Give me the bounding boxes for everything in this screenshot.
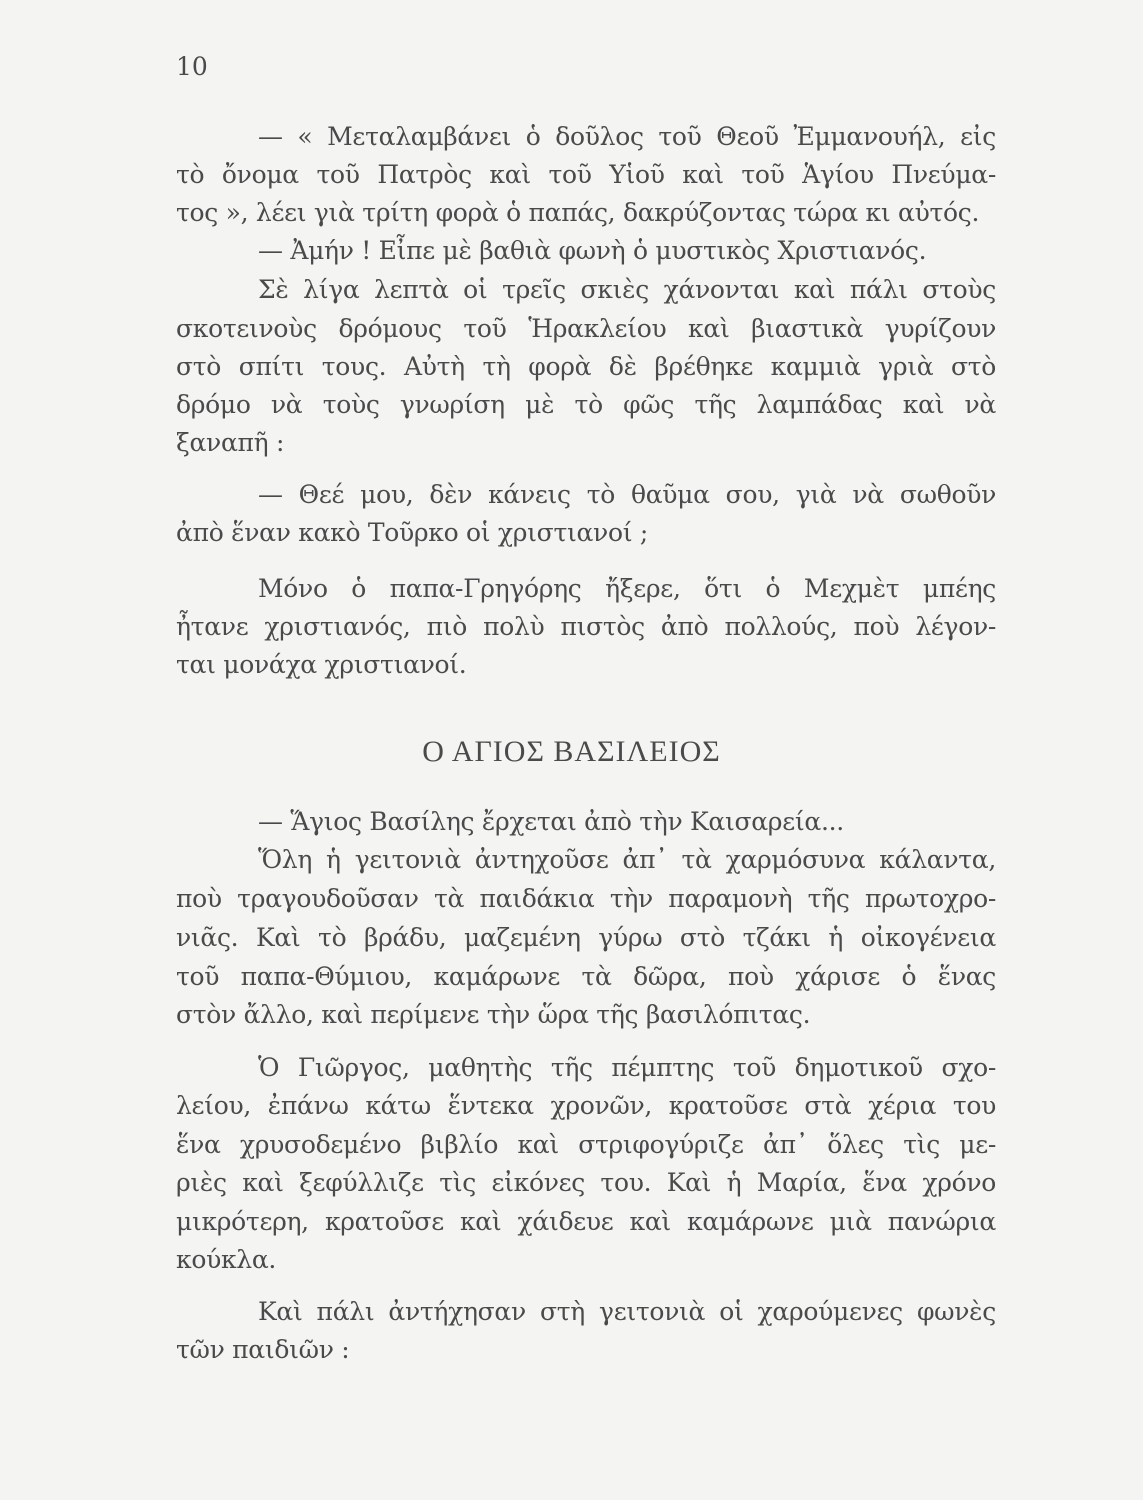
text-line: — « Μεταλαμβάνει ὁ δοῦλος τοῦ Θεοῦ Ἐμμανουήλ, εἰς [258, 122, 996, 151]
text-line: τῶν παιδιῶν : [176, 1335, 350, 1364]
text-line: Σὲ λίγα λεπτὰ οἱ τρεῖς σκιὲς χάνονται καὶ πάλι στοὺς [258, 275, 996, 304]
text-line: ποὺ τραγουδοῦσαν τὰ παιδάκια τὴν παραμονὴ τῆς πρωτοχρο- [176, 884, 996, 913]
text-line: Καὶ πάλι ἀντήχησαν στὴ γειτονιὰ οἱ χαρούμενες φωνὲς [258, 1297, 996, 1326]
section-heading: Ο ΑΓΙΟΣ ΒΑΣΙΛΕΙΟΣ [422, 735, 721, 768]
text-line: τος », λέει γιὰ τρίτη φορὰ ὁ παπάς, δακρύζοντας τώρα κι αὐτός. [176, 198, 980, 227]
text-line: μικρότερη, κρατοῦσε καὶ χάιδευε καὶ καμάρωνε μιὰ πανώρια [176, 1207, 996, 1236]
text-line: νιᾶς. Καὶ τὸ βράδυ, μαζεμένη γύρω στὸ τζάκι ἡ οἰκογένεια [176, 923, 996, 952]
text-line: ξαναπῆ : [176, 428, 285, 457]
text-line: — Θεέ μου, δὲν κάνεις τὸ θαῦμα σου, γιὰ νὰ σωθοῦν [258, 480, 996, 509]
text-line: ἕνα χρυσοδεμένο βιβλίο καὶ στριφογύριζε ἀπ᾿ ὅλες τὶς με- [176, 1130, 996, 1159]
text-line: σκοτεινοὺς δρόμους τοῦ Ἡρακλείου καὶ βιαστικὰ γυρίζουν [176, 314, 996, 343]
text-line: ἀπὸ ἕναν κακὸ Τοῦρκο οἱ χριστιανοί ; [176, 518, 648, 547]
text-line: στὸν ἄλλο, καὶ περίμενε τὴν ὥρα τῆς βασιλόπιτας. [176, 1000, 811, 1029]
text-line: — Ἀμήν ! Εἶπε μὲ βαθιὰ φωνὴ ὁ μυστικὸς Χριστιανός. [258, 236, 927, 265]
text-line: τὸ ὄνομα τοῦ Πατρὸς καὶ τοῦ Υἱοῦ καὶ τοῦ Ἁγίου Πνεύμα- [176, 160, 996, 189]
text-line: Ὁ Γιῶργος, μαθητὴς τῆς πέμπτης τοῦ δημοτικοῦ σχο- [258, 1053, 996, 1082]
text-line: — Ἅγιος Βασίλης ἔρχεται ἀπὸ τὴν Καισαρεία... [258, 807, 844, 836]
text-line: κούκλα. [176, 1245, 277, 1274]
text-line: ριὲς καὶ ξεφύλλιζε τὶς εἰκόνες του. Καὶ ἡ Μαρία, ἕνα χρόνο [176, 1168, 996, 1197]
text-line: στὸ σπίτι τους. Αὐτὴ τὴ φορὰ δὲ βρέθηκε καμμιὰ γριὰ στὸ [176, 352, 996, 381]
text-line: Μόνο ὁ παπα-Γρηγόρης ἤξερε, ὅτι ὁ Μεχμὲτ μπέης [258, 574, 996, 603]
text-line: δρόμο νὰ τοὺς γνωρίση μὲ τὸ φῶς τῆς λαμπάδας καὶ νὰ [176, 390, 996, 419]
text-line: ται μονάχα χριστιανοί. [176, 650, 467, 679]
text-line: ἦτανε χριστιανός, πιὸ πολὺ πιστὸς ἀπὸ πολλούς, ποὺ λέγον- [176, 612, 996, 641]
text-line: Ὅλη ἡ γειτονιὰ ἀντηχοῦσε ἀπ᾿ τὰ χαρμόσυνα κάλαντα, [258, 845, 996, 874]
text-line: τοῦ παπα-Θύμιου, καμάρωνε τὰ δῶρα, ποὺ χάρισε ὁ ἕνας [176, 962, 996, 991]
text-line: λείου, ἐπάνω κάτω ἕντεκα χρονῶν, κρατοῦσε στὰ χέρια του [176, 1091, 996, 1120]
page-number: 10 [176, 52, 208, 81]
